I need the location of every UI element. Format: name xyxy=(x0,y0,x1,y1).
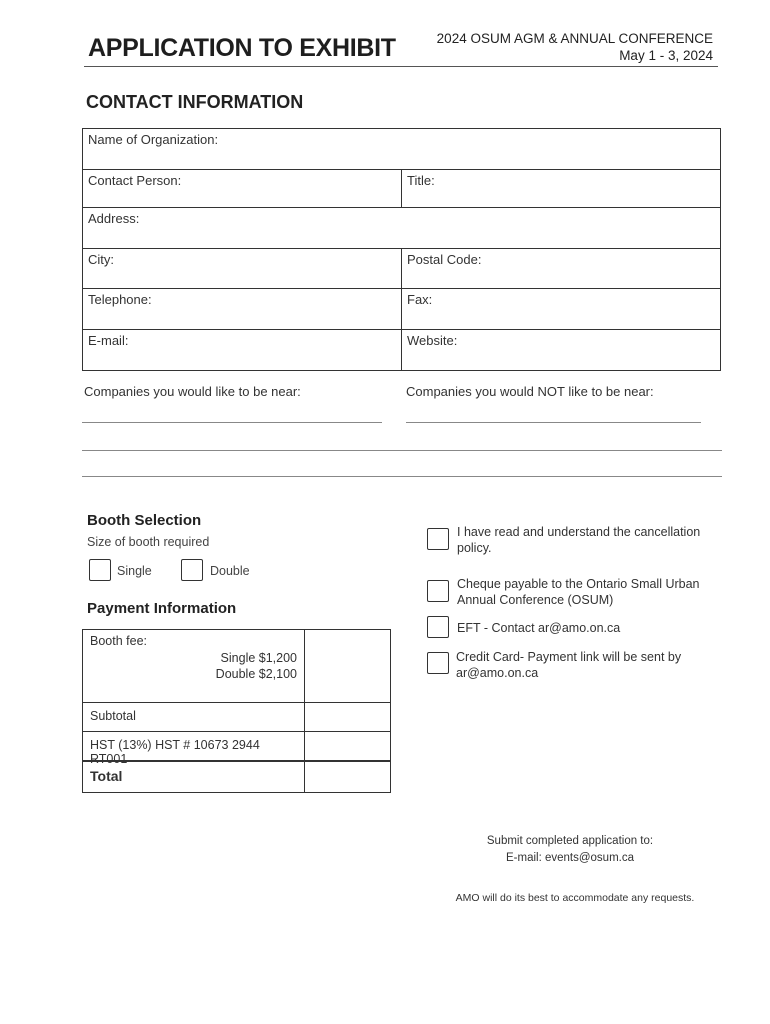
near-companies-label: Companies you would like to be near: xyxy=(84,384,301,399)
credit-card-text: Credit Card- Payment link will be sent by ar@amo.on.ca xyxy=(456,650,682,680)
submit-email: E-mail: events@osum.ca xyxy=(506,852,634,864)
eft-checkbox[interactable] xyxy=(427,616,449,638)
booth-selection-title: Booth Selection xyxy=(87,512,202,529)
companies-line-3[interactable] xyxy=(82,476,722,477)
email-field[interactable] xyxy=(83,330,402,370)
telephone-label: Telephone: xyxy=(88,292,152,307)
double-booth-label: Double xyxy=(210,564,250,578)
credit-card-checkbox[interactable] xyxy=(427,652,449,674)
email-label: E-mail: xyxy=(88,333,129,348)
fax-field[interactable] xyxy=(402,289,720,329)
single-booth-checkbox[interactable] xyxy=(89,559,111,581)
cancellation-policy-text: I have read and understand the cancellation policy. xyxy=(457,525,701,555)
address-field[interactable] xyxy=(83,208,720,248)
postal-code-field[interactable] xyxy=(402,249,720,288)
companies-line-2[interactable] xyxy=(82,450,722,451)
single-booth-label: Single xyxy=(117,564,152,578)
address-label: Address: xyxy=(88,211,140,226)
payment-table xyxy=(82,629,391,793)
total-label: Total xyxy=(83,762,305,792)
booth-fee-row xyxy=(83,630,390,703)
contact-person-field[interactable] xyxy=(83,170,402,207)
telephone-row xyxy=(83,289,720,330)
title-field[interactable] xyxy=(402,170,720,207)
double-booth-checkbox[interactable] xyxy=(181,559,203,581)
total-amount-field[interactable] xyxy=(305,762,390,792)
booth-fee-label: Booth fee: xyxy=(90,634,147,648)
single-price: Single $1,200 xyxy=(220,651,297,665)
booth-fee-amount-field[interactable] xyxy=(305,630,390,702)
header-divider xyxy=(84,66,718,67)
hst-label: HST (13%) HST # 10673 2944 RT001 xyxy=(83,732,305,760)
organization-field[interactable] xyxy=(83,129,720,169)
payment-info-title: Payment Information xyxy=(87,600,237,617)
accommodation-note: AMO will do its best to accommodate any requests. xyxy=(455,892,695,904)
city-row xyxy=(83,249,720,289)
telephone-field[interactable] xyxy=(83,289,402,329)
address-row xyxy=(83,208,720,249)
email-row xyxy=(83,330,720,370)
not-near-companies-label: Companies you would NOT like to be near: xyxy=(406,384,654,399)
title-label: Title: xyxy=(407,173,435,188)
contact-person-label: Contact Person: xyxy=(88,173,182,188)
fax-label: Fax: xyxy=(407,292,433,307)
postal-code-label: Postal Code: xyxy=(407,252,482,267)
not-near-companies-line[interactable] xyxy=(406,422,701,423)
total-row xyxy=(83,761,390,792)
hst-row xyxy=(83,732,390,766)
organization-row xyxy=(83,129,720,170)
conference-dates: May 1 - 3, 2024 xyxy=(619,48,713,63)
booth-size-label: Size of booth required xyxy=(87,535,210,549)
eft-text: EFT - Contact ar@amo.on.ca xyxy=(457,621,621,635)
subtotal-label: Subtotal xyxy=(83,703,305,731)
contact-section-title: CONTACT INFORMATION xyxy=(86,92,304,112)
website-label: Website: xyxy=(407,333,458,348)
cancellation-policy-checkbox[interactable] xyxy=(427,528,449,550)
near-companies-line[interactable] xyxy=(82,422,382,423)
submit-instruction: Submit completed application to: xyxy=(486,835,654,847)
website-field[interactable] xyxy=(402,330,720,370)
double-price: Double $2,100 xyxy=(215,667,297,681)
cheque-checkbox[interactable] xyxy=(427,580,449,602)
subtotal-amount-field[interactable] xyxy=(305,703,390,731)
organization-label: Name of Organization: xyxy=(88,132,219,147)
city-label: City: xyxy=(88,252,114,267)
hst-amount-field[interactable] xyxy=(305,732,390,760)
conference-name: 2024 OSUM AGM & ANNUAL CONFERENCE xyxy=(436,31,713,46)
page-title: APPLICATION TO EXHIBIT xyxy=(88,34,396,62)
city-field[interactable] xyxy=(83,249,402,288)
cheque-text: Cheque payable to the Ontario Small Urban Annual Conference (OSUM) xyxy=(457,577,700,607)
contact-person-row xyxy=(83,170,720,208)
booth-fee-cell xyxy=(83,630,305,702)
subtotal-row xyxy=(83,703,390,732)
contact-info-table xyxy=(82,128,721,371)
